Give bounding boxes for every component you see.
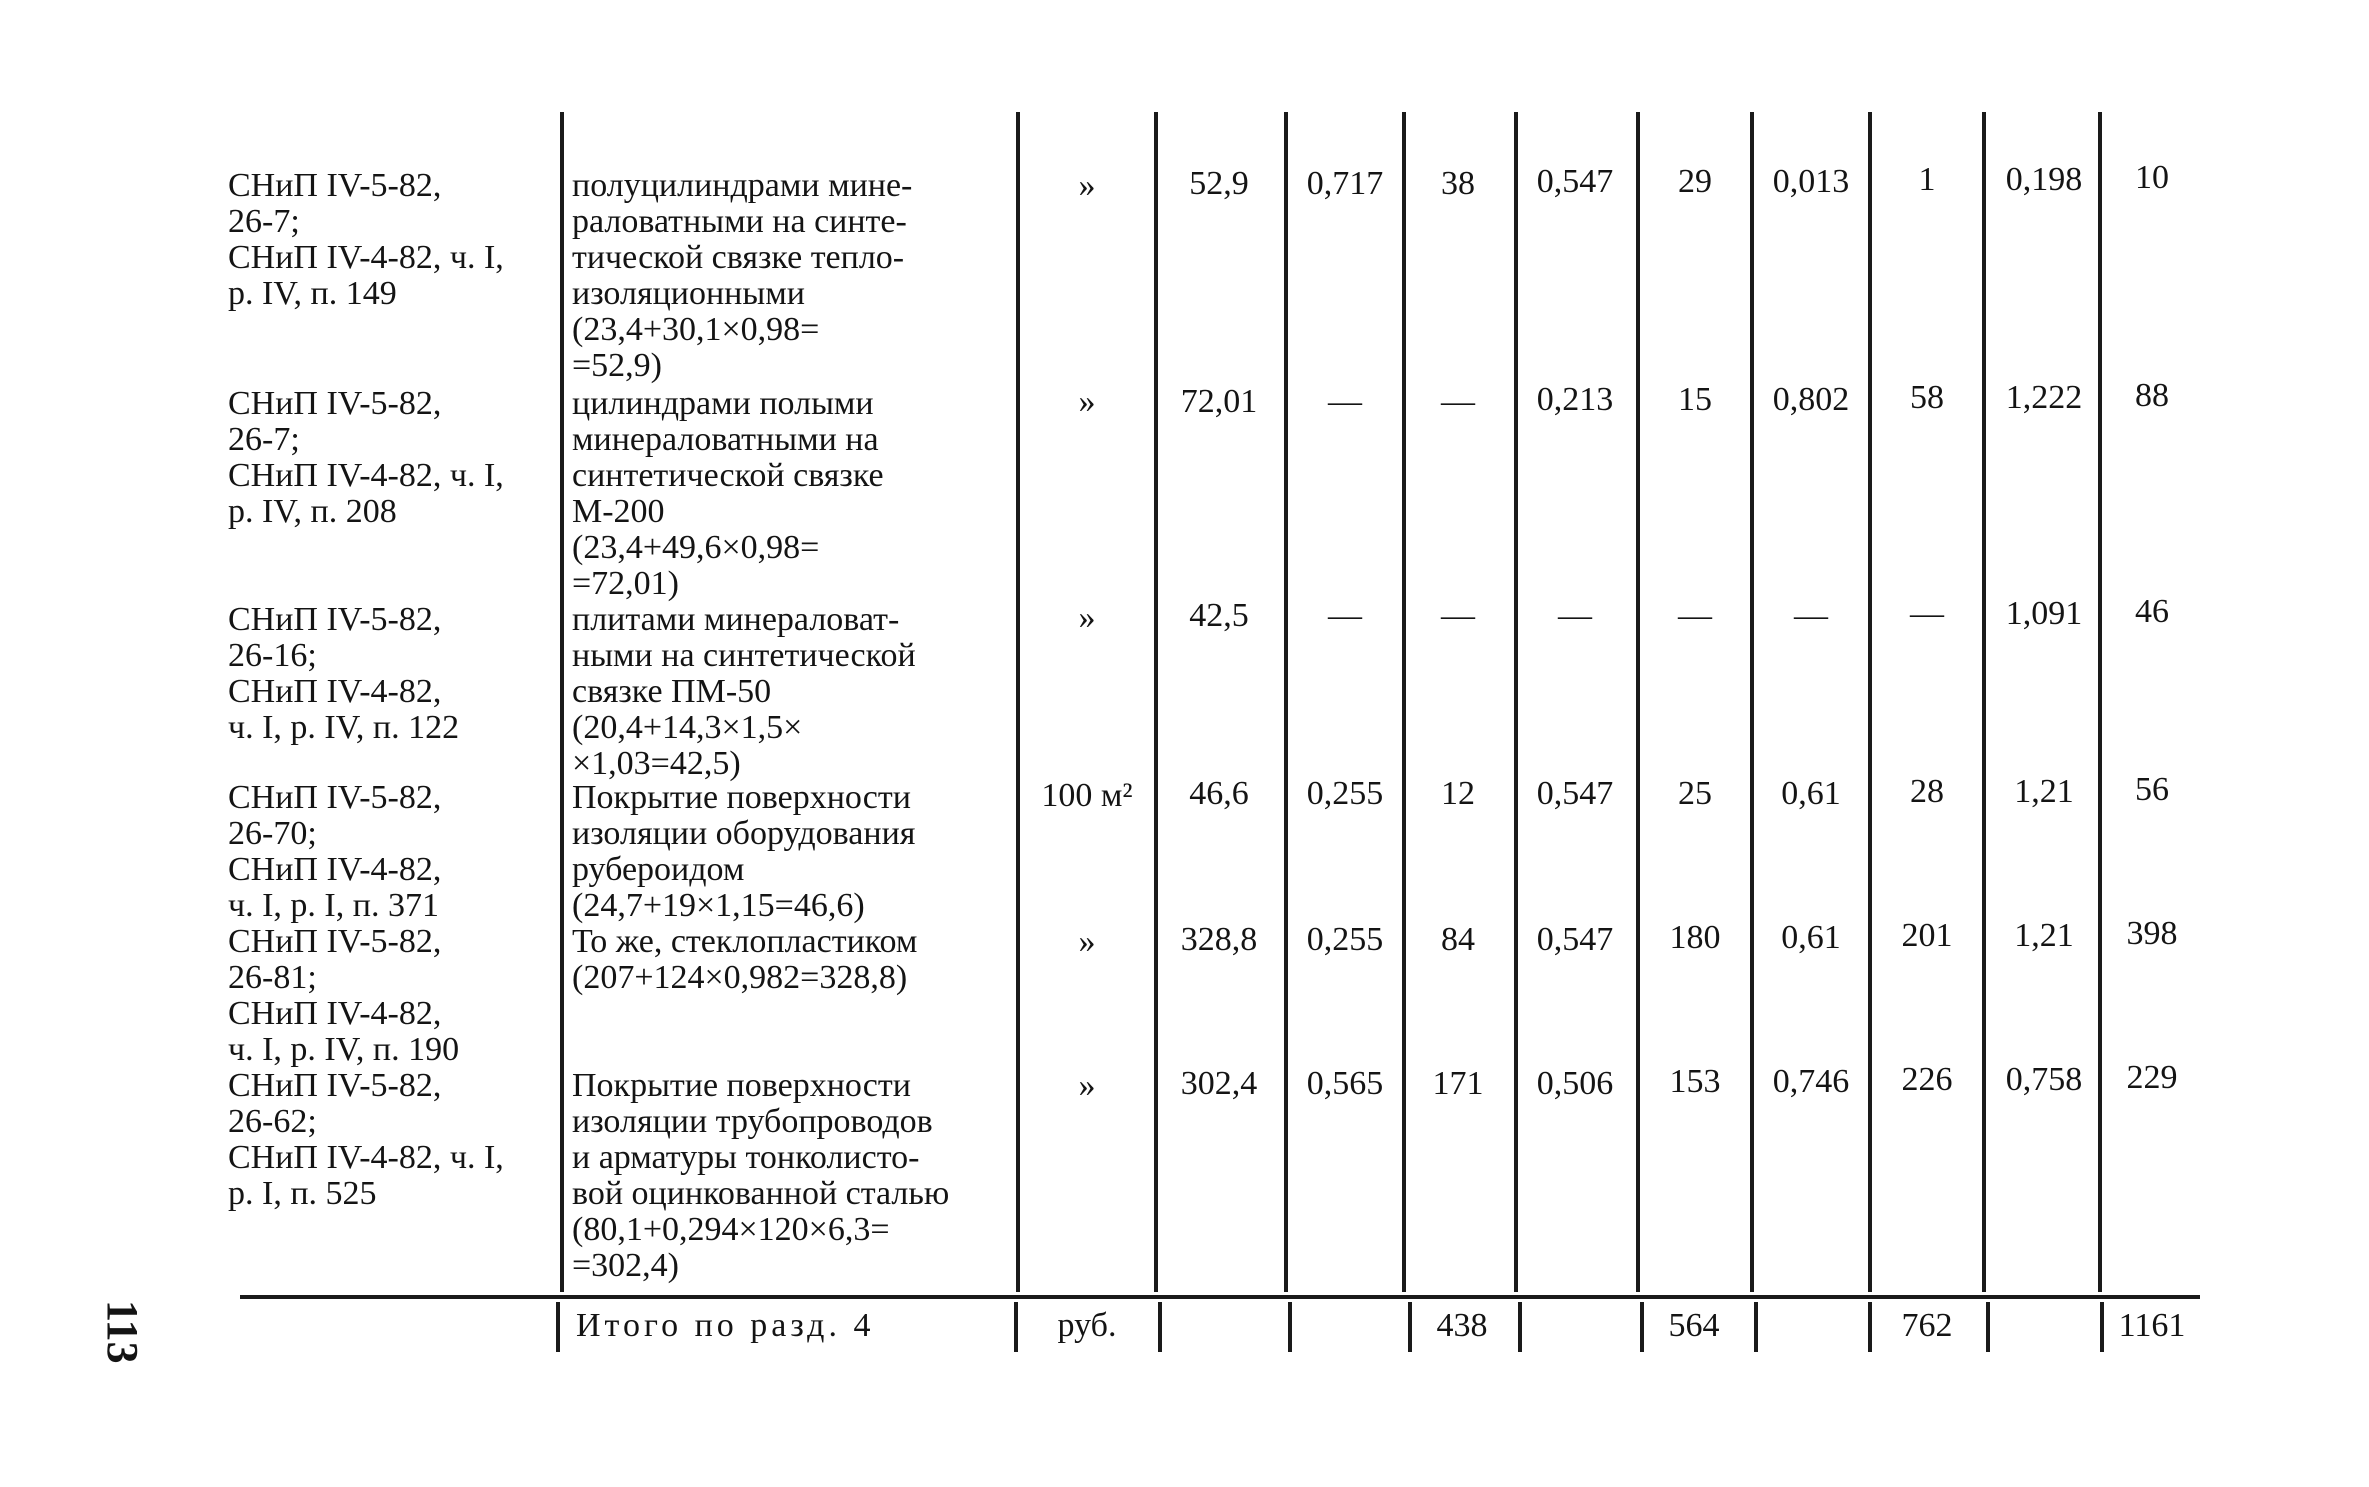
value-cell: 38 <box>1441 165 1475 202</box>
work-description: То же, стеклопластиком (207+124×0,982=328,8) <box>572 923 918 996</box>
value-cell: 56 <box>2135 771 2169 808</box>
column-rule <box>1514 112 1518 1292</box>
value-cell: 46,6 <box>1189 775 1249 812</box>
value-cell: 0,013 <box>1772 163 1850 200</box>
unit-cell: » <box>1078 1067 1096 1104</box>
value-cell: 1 <box>1918 161 1936 198</box>
value-cell: 171 <box>1432 1065 1484 1102</box>
value-cell: 58 <box>1910 379 1944 416</box>
value-cell: 12 <box>1441 775 1475 812</box>
value-cell: 201 <box>1901 917 1953 954</box>
value-cell: 398 <box>2126 915 2178 952</box>
value-cell: 0,255 <box>1306 775 1384 812</box>
value-cell: 15 <box>1678 381 1712 418</box>
unit-cell: » <box>1078 167 1096 204</box>
column-rule <box>1014 1302 1018 1352</box>
column-rule <box>1158 1302 1162 1352</box>
unit-cell: » <box>1078 923 1096 960</box>
value-cell: 0,255 <box>1306 921 1384 958</box>
work-description: плитами минераловат- ными на синтетической связке ПМ-50 (20,4+14,3×1,5× ×1,03=42,5) <box>572 601 916 782</box>
value-cell: 302,4 <box>1180 1065 1258 1102</box>
value-cell: 0,565 <box>1306 1065 1384 1102</box>
value-cell: 0,547 <box>1536 921 1614 958</box>
norm-reference: СНиП IV-5-82, 26-7; СНиП IV-4-82, ч. I, р. IV, п. 149 <box>228 167 504 312</box>
total-value: 762 <box>1901 1307 1953 1344</box>
value-cell: — <box>1328 383 1362 420</box>
unit-cell: » <box>1078 383 1096 420</box>
column-rule <box>1154 112 1158 1292</box>
column-rule <box>1518 1302 1522 1352</box>
column-rule <box>1636 112 1640 1292</box>
value-cell: — <box>1558 597 1592 634</box>
value-cell: — <box>1441 383 1475 420</box>
value-cell: 88 <box>2135 377 2169 414</box>
value-cell: 25 <box>1678 775 1712 812</box>
norm-reference: СНиП IV-5-82, 26-7; СНиП IV-4-82, ч. I, р. IV, п. 208 <box>228 385 504 530</box>
value-cell: 0,506 <box>1536 1065 1614 1102</box>
norm-reference: СНиП IV-5-82, 26-70; СНиП IV-4-82, ч. I, р. I, п. 371 <box>228 779 442 924</box>
value-cell: 10 <box>2135 159 2169 196</box>
value-cell: 0,758 <box>2005 1061 2083 1098</box>
value-cell: 0,547 <box>1536 163 1614 200</box>
value-cell: 1,21 <box>2014 773 2074 810</box>
value-cell: 84 <box>1441 921 1475 958</box>
total-label: Итого по разд. 4 <box>576 1307 875 1344</box>
value-cell: 0,802 <box>1772 381 1850 418</box>
column-rule <box>1750 112 1754 1292</box>
value-cell: 0,61 <box>1781 775 1841 812</box>
total-rule <box>240 1295 2200 1299</box>
total-value: 564 <box>1668 1307 1720 1344</box>
work-description: цилиндрами полыми минераловатными на синтетической связке М-200 (23,4+49,6×0,98= =72,01) <box>572 385 884 602</box>
value-cell: 180 <box>1669 919 1721 956</box>
value-cell: 153 <box>1669 1063 1721 1100</box>
norm-reference: СНиП IV-5-82, 26-16; СНиП IV-4-82, ч. I, р. IV, п. 122 <box>228 601 460 746</box>
value-cell: 0,547 <box>1536 775 1614 812</box>
unit-cell: 100 м² <box>1041 777 1133 814</box>
work-description: Покрытие поверхности изоляции оборудования рубероидом (24,7+19×1,15=46,6) <box>572 779 916 924</box>
value-cell: 226 <box>1901 1061 1953 1098</box>
value-cell: — <box>1910 595 1944 632</box>
value-cell: 0,61 <box>1781 919 1841 956</box>
page-number: 113 <box>98 1300 147 1364</box>
value-cell: 229 <box>2126 1059 2178 1096</box>
value-cell: 0,213 <box>1536 381 1614 418</box>
value-cell: 52,9 <box>1189 165 1249 202</box>
column-rule <box>560 112 564 1292</box>
value-cell: 0,717 <box>1306 165 1384 202</box>
norm-reference: СНиП IV-5-82, 26-81; СНиП IV-4-82, ч. I, р. IV, п. 190 <box>228 923 460 1068</box>
column-rule <box>1288 1302 1292 1352</box>
value-cell: 1,091 <box>2005 595 2083 632</box>
value-cell: 46 <box>2135 593 2169 630</box>
value-cell: 29 <box>1678 163 1712 200</box>
total-unit: руб. <box>1057 1307 1117 1344</box>
norm-reference: СНиП IV-5-82, 26-62; СНиП IV-4-82, ч. I, р. I, п. 525 <box>228 1067 504 1212</box>
value-cell: — <box>1441 597 1475 634</box>
unit-cell: » <box>1078 599 1096 636</box>
column-rule <box>1402 112 1406 1292</box>
value-cell: 1,222 <box>2005 379 2083 416</box>
value-cell: 72,01 <box>1180 383 1258 420</box>
value-cell: 0,198 <box>2005 161 2083 198</box>
value-cell: 42,5 <box>1189 597 1249 634</box>
column-rule <box>1868 112 1872 1292</box>
column-rule <box>2098 112 2102 1292</box>
value-cell: — <box>1328 597 1362 634</box>
total-value: 1161 <box>2118 1307 2186 1344</box>
work-description: Покрытие поверхности изоляции трубопроводов и арматуры тонколисто- вой оцинкованной сталью (80,1+0,294×120×6,3= =302,4) <box>572 1067 950 1284</box>
total-value: 438 <box>1436 1307 1488 1344</box>
work-description: полуцилиндрами мине- раловатными на синте- тической связке тепло- изоляционными (23,4+30,1×0,98= =52,9) <box>572 167 913 384</box>
value-cell: — <box>1794 597 1828 634</box>
column-rule <box>1982 112 1986 1292</box>
column-rule <box>1284 112 1288 1292</box>
column-rule <box>1016 112 1020 1292</box>
value-cell: 328,8 <box>1180 921 1258 958</box>
value-cell: — <box>1678 597 1712 634</box>
value-cell: 1,21 <box>2014 917 2074 954</box>
value-cell: 0,746 <box>1772 1063 1850 1100</box>
value-cell: 28 <box>1910 773 1944 810</box>
column-rule <box>1754 1302 1758 1352</box>
column-rule <box>1986 1302 1990 1352</box>
column-rule <box>556 1302 560 1352</box>
